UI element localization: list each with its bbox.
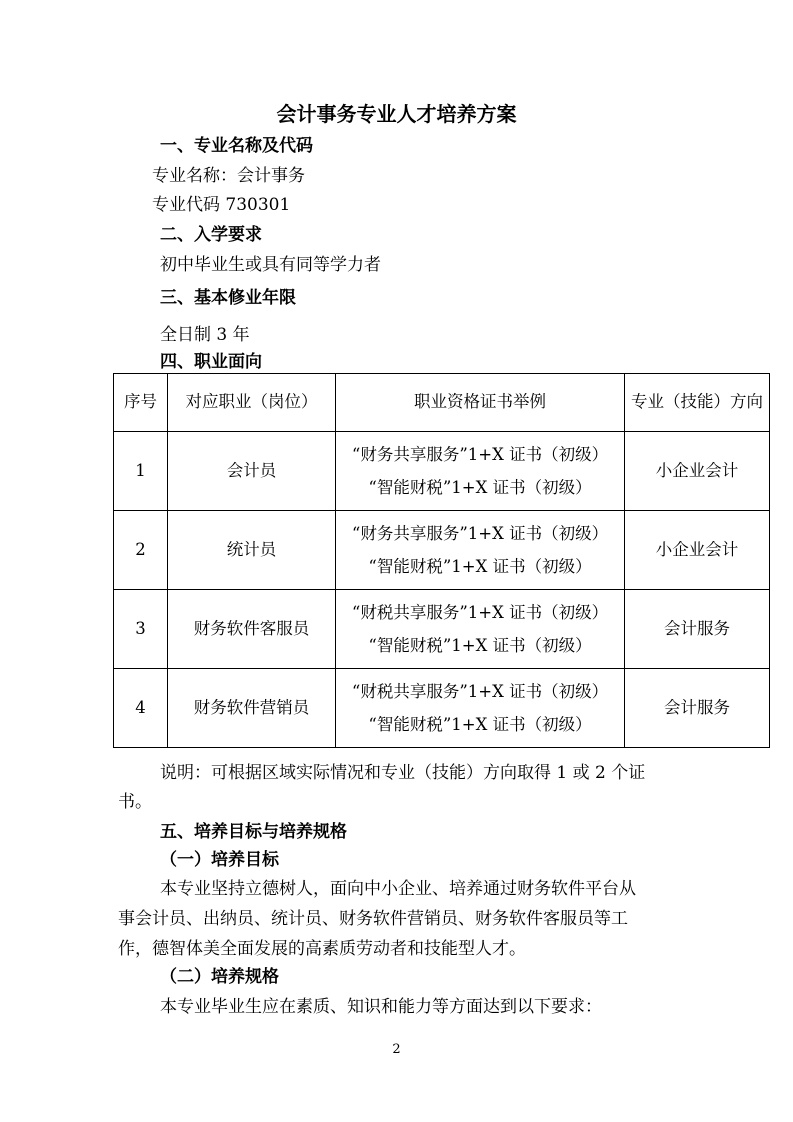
row-direction: 会计服务: [625, 669, 770, 748]
major-name-line: 专业名称：会计事务: [152, 166, 305, 186]
cert-line: “财务共享服务”1+X 证书（初级）: [351, 445, 609, 464]
admission-text: 初中毕业生或具有同等学力者: [160, 255, 381, 275]
table-row: [114, 511, 770, 590]
cert-line: “智能财税”1+X 证书（初级）: [368, 557, 592, 576]
row-job: 会计员: [168, 432, 336, 511]
table-row: [114, 432, 770, 511]
section-heading-major: 一、专业名称及代码: [160, 136, 313, 156]
row-certs: [336, 511, 625, 590]
table-row: [114, 590, 770, 669]
table-row: [114, 669, 770, 748]
row-certs: [336, 432, 625, 511]
row-no: 1: [114, 432, 168, 511]
cert-line: “智能财税”1+X 证书（初级）: [368, 715, 592, 734]
cert-line: “智能财税”1+X 证书（初级）: [368, 478, 592, 497]
cert-line: “财税共享服务”1+X 证书（初级）: [351, 682, 609, 701]
row-job: 财务软件营销员: [168, 669, 336, 748]
header-direction: 专业（技能）方向: [625, 374, 770, 432]
duration-text: 全日制 3 年: [160, 325, 250, 345]
row-job: 财务软件客服员: [168, 590, 336, 669]
cert-line: “财税共享服务”1+X 证书（初级）: [351, 603, 609, 622]
row-certs: [336, 590, 625, 669]
row-direction: 小企业会计: [625, 511, 770, 590]
document-title: 会计事务专业人才培养方案: [276, 102, 517, 126]
row-direction: 小企业会计: [625, 432, 770, 511]
row-job: 统计员: [168, 511, 336, 590]
major-code-line: 专业代码 730301: [152, 195, 291, 215]
page-number: 2: [392, 1042, 401, 1057]
cert-line: “财务共享服务”1+X 证书（初级）: [351, 524, 609, 543]
section-heading-duration: 三、基本修业年限: [160, 288, 296, 308]
goal-line: 本专业坚持立德树人，面向中小企业、培养通过财务软件平台从: [160, 879, 636, 899]
header-cert: 职业资格证书举例: [336, 374, 625, 432]
section-heading-admission: 二、入学要求: [160, 225, 262, 245]
header-job: 对应职业（岗位）: [168, 374, 336, 432]
career-table: [113, 373, 770, 748]
subheading-spec: （二）培养规格: [160, 967, 279, 987]
row-direction: 会计服务: [625, 590, 770, 669]
row-no: 4: [114, 669, 168, 748]
goal-line: 作，德智体美全面发展的高素质劳动者和技能型人才。: [118, 939, 526, 959]
table-note-line2: 书。: [118, 792, 152, 812]
spec-line: 本专业毕业生应在素质、知识和能力等方面达到以下要求：: [160, 997, 602, 1017]
subheading-goal: （一）培养目标: [160, 850, 279, 870]
row-no: 2: [114, 511, 168, 590]
section-heading-career: 四、职业面向: [160, 352, 262, 372]
cert-line: “智能财税”1+X 证书（初级）: [368, 636, 592, 655]
header-no: 序号: [114, 374, 168, 432]
table-header-row: [114, 374, 770, 432]
section-heading-goals: 五、培养目标与培养规格: [160, 822, 347, 842]
goal-line: 事会计员、出纳员、统计员、财务软件营销员、财务软件客服员等工: [118, 909, 628, 929]
table-note-line1: 说明：可根据区域实际情况和专业（技能）方向取得 1 或 2 个证: [160, 763, 646, 783]
row-certs: [336, 669, 625, 748]
row-no: 3: [114, 590, 168, 669]
